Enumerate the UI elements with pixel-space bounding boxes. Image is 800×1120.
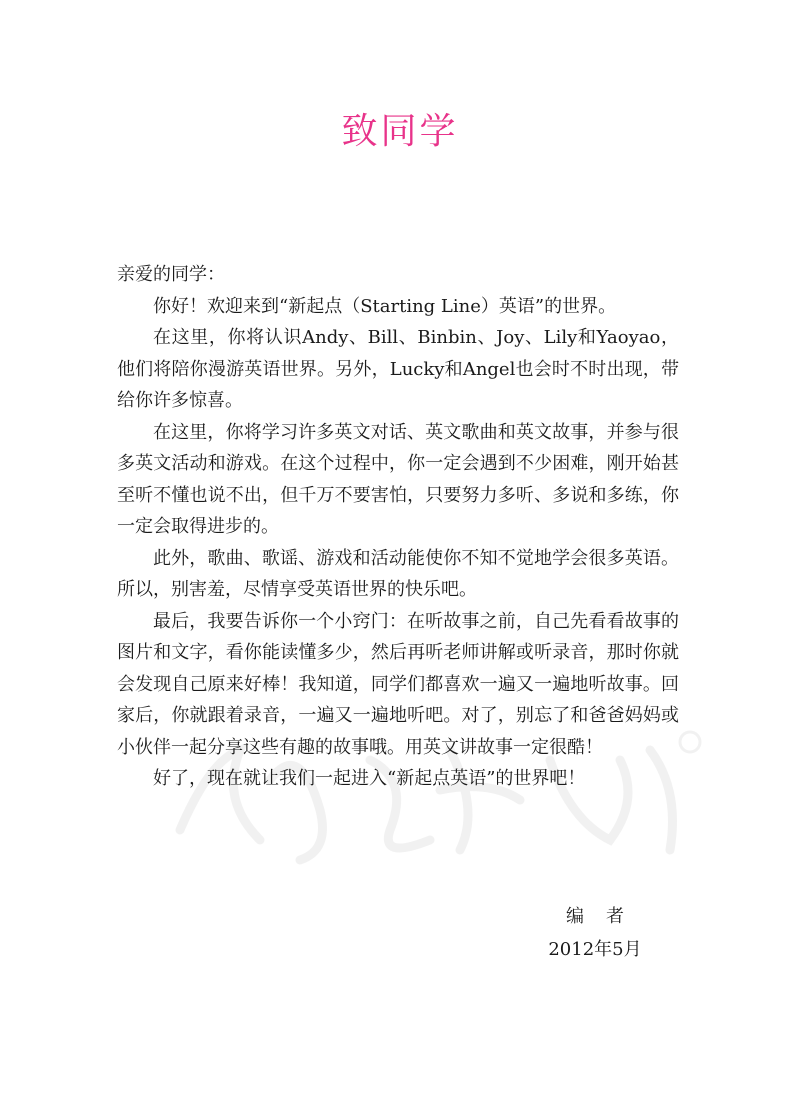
paragraph: 好了，现在就让我们一起进入“新起点英语”的世界吧！ xyxy=(153,768,586,789)
signature-date: 2012年5月 xyxy=(548,939,642,960)
signature-block xyxy=(520,900,670,966)
paragraph: 此外，歌曲、歌谣、游戏和活动能使你不知不觉地学会很多英语。所以，别害羞，尽情享受英语世界的快乐吧。 xyxy=(117,547,679,600)
paragraph: 你好！欢迎来到“新起点（Starting Line）英语”的世界。 xyxy=(153,295,617,317)
page-title: 致同学 xyxy=(341,111,459,152)
paragraph: 在这里，你将认识Andy、Bill、Binbin、Joy、Lily和Yaoyao，他们将陪你漫游英语世界。另外，Lucky和Angel也会时不时出现，带给你许多惊喜。 xyxy=(117,327,679,411)
salutation: 亲爱的同学： xyxy=(117,264,225,285)
paragraph: 在这里，你将学习许多英文对话、英文歌曲和英文故事，并参与很多英文活动和游戏。在这个过程中，你一定会遇到不少困难，刚开始甚至听不懂也说不出，但千万不要害怕，只要努力多听、多说和多练，你一定会取得进步的。 xyxy=(117,421,679,537)
paragraph: 最后，我要告诉你一个小窍门：在听故事之前，自己先看看故事的图片和文字，看你能读懂多少，然后再听老师讲解或听录音，那时你就会发现自己原来好棒！我知道，同学们都喜欢一遍又一遍地听故事。回家后，你就跟着录音，一遍又一遍地听吧。对了，别忘了和爸爸妈妈或小伙伴一起分享这些有趣的故事哦。用英文讲故事一定很酷！ xyxy=(117,610,679,758)
letter-body xyxy=(117,259,679,795)
signature-author: 编者 xyxy=(566,906,646,927)
